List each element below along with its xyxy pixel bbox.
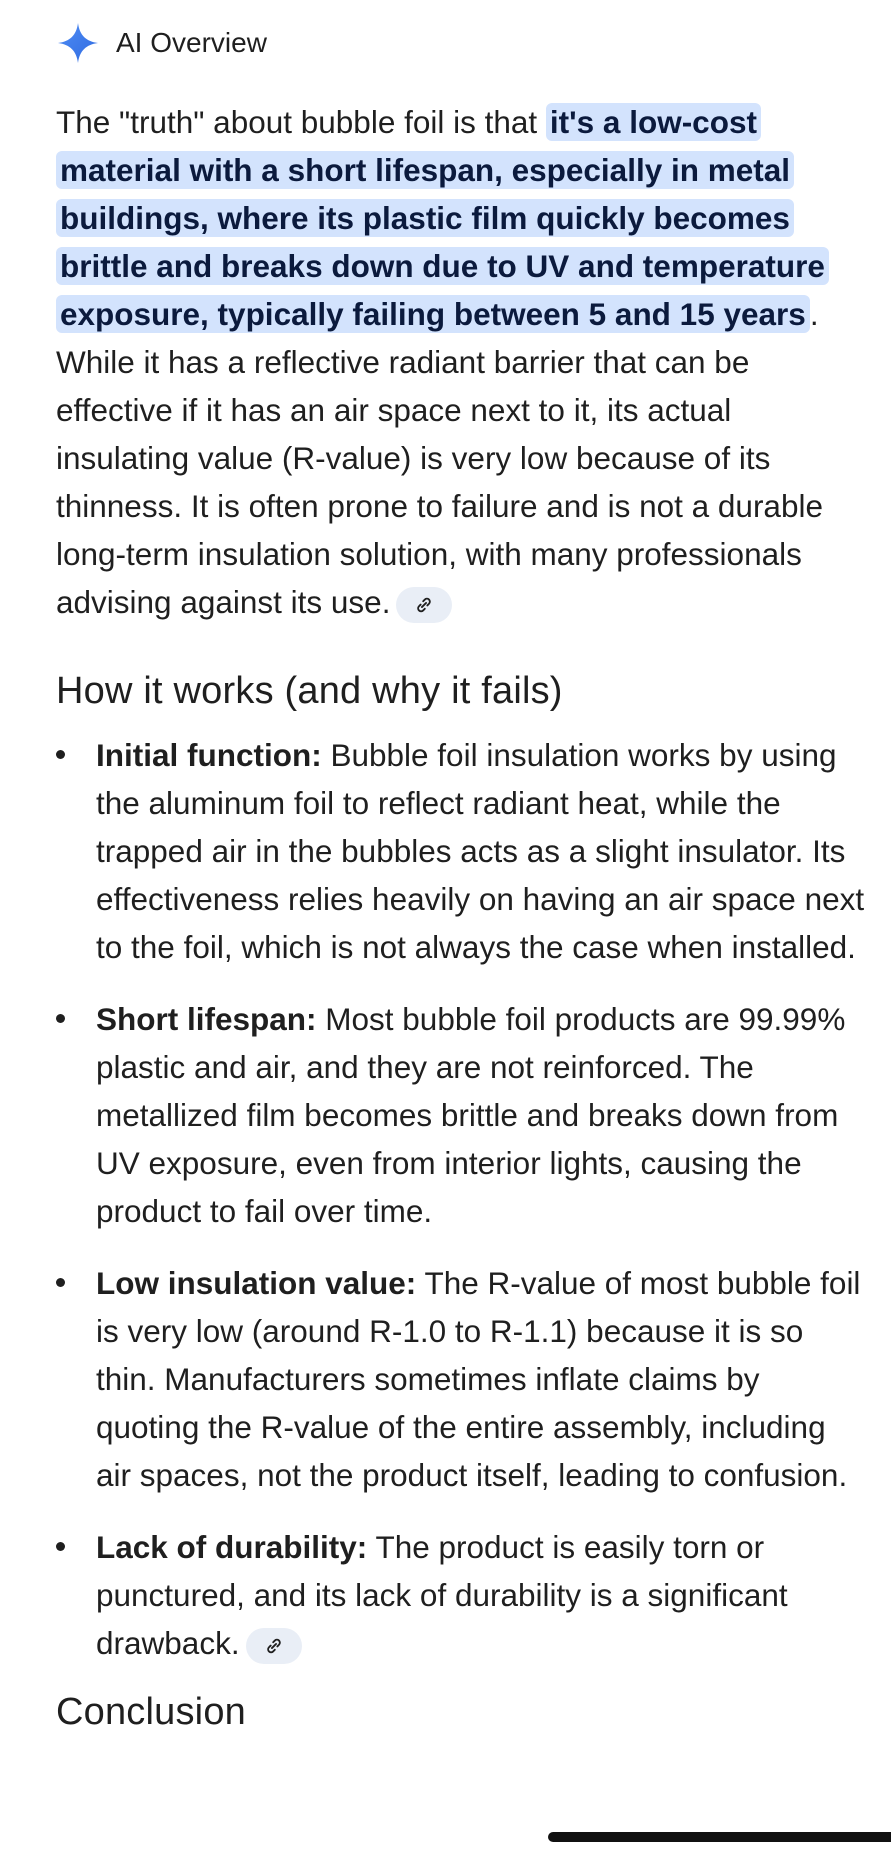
link-icon xyxy=(414,595,434,615)
point-text: The product is easily torn or punctured, and its lack of durability is a significant drawback. xyxy=(96,1529,788,1661)
list-item xyxy=(56,1259,866,1499)
bullet-dot xyxy=(56,1014,65,1023)
point-term: Short lifespan: xyxy=(96,1001,317,1037)
ai-overview-panel xyxy=(56,0,866,1734)
points-list xyxy=(56,731,866,1667)
source-link-chip[interactable] xyxy=(396,587,452,623)
list-item xyxy=(56,995,866,1235)
list-item xyxy=(56,1523,866,1667)
sparkle-icon xyxy=(56,21,100,65)
point-term: Lack of durability: xyxy=(96,1529,368,1565)
intro-period: . xyxy=(809,296,819,332)
section-heading: How it works (and why it fails) xyxy=(56,670,563,712)
link-icon xyxy=(264,1636,284,1656)
point-text: Most bubble foil products are 99.99% plastic and air, and they are not reinforced. The metallized film becomes brittle and breaks down from UV exposure, even from interior lights, causing the product to fail over time. xyxy=(96,1001,846,1229)
home-indicator-bar[interactable] xyxy=(548,1832,891,1842)
point-term: Initial function: xyxy=(96,737,322,773)
point-term: Low insulation value: xyxy=(96,1265,417,1301)
intro-paragraph xyxy=(56,98,866,626)
bullet-dot xyxy=(56,750,65,759)
intro-rest: While it has a reflective radiant barrier that can be effective if it has an air space next to it, its actual insulating value (R-value) is very low because of its thinness. It is often prone to failure and is not a durable long-term insulation solution, with many professionals advising against its use. xyxy=(56,344,823,620)
highlighted-answer: it's a low-cost material with a short lifespan, especially in metal buildings, where its plastic film quickly becomes brittle and breaks down due to UV and temperature exposure, typically failing between 5 and 15 years xyxy=(56,103,829,333)
list-item xyxy=(56,731,866,971)
point-text: Bubble foil insulation works by using the aluminum foil to reflect radiant heat, while the trapped air in the bubbles acts as a slight insulator. Its effectiveness relies heavily on having an air space next to the foil, which is not always the case when installed. xyxy=(96,737,865,965)
point-text: The R-value of most bubble foil is very low (around R-1.0 to R-1.1) because it is so thin. Manufacturers sometimes inflate claims by quoting the R-value of the entire assembly, including air spaces, not the product itself, leading to confusion. xyxy=(96,1265,861,1493)
source-link-chip[interactable] xyxy=(246,1628,302,1664)
bullet-dot xyxy=(56,1542,65,1551)
bullet-dot xyxy=(56,1278,65,1287)
ai-overview-title: AI Overview xyxy=(116,27,267,58)
ai-overview-header xyxy=(56,0,866,86)
intro-lead: The "truth" about bubble foil is that xyxy=(56,104,546,140)
conclusion-heading: Conclusion xyxy=(56,1691,246,1733)
